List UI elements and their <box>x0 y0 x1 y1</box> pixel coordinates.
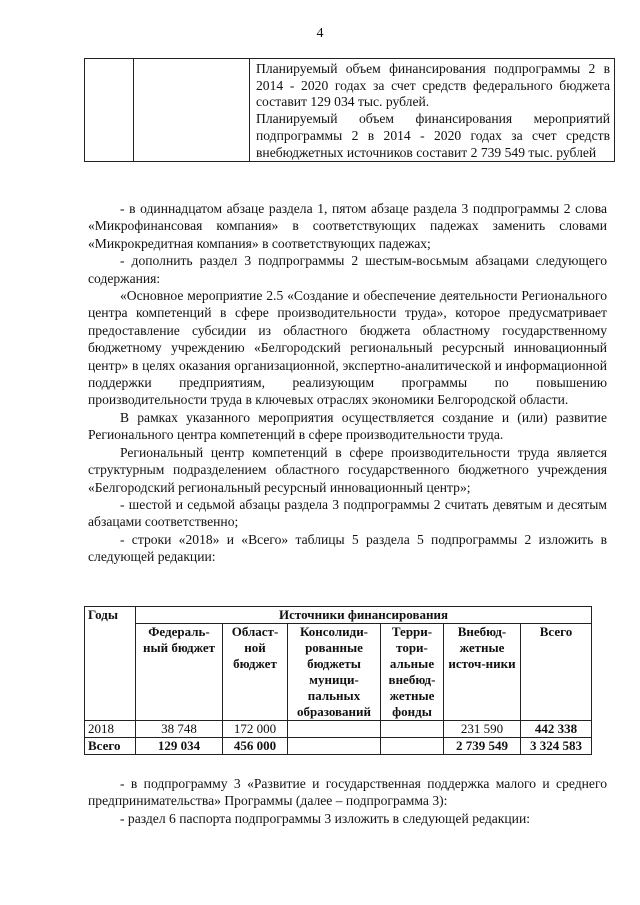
sources-header: Источники финансирования <box>136 607 592 624</box>
paragraph: - шестой и седьмой абзацы раздела 3 подпрограммы 2 считать девятым и десятым абзацами соответственно; <box>88 496 607 530</box>
table-row <box>85 738 592 755</box>
column-header: Всего <box>521 624 592 721</box>
table-row <box>85 721 592 738</box>
paragraph: - дополнить раздел 3 подпрограммы 2 шестым-восьмым абзацами следующего содержания: <box>88 253 607 286</box>
value-cell <box>288 738 381 755</box>
paragraph: В рамках указанного мероприятия осуществляется создание и (или) развитие Регионального центра компетенций в сфере производительности труда. <box>88 409 607 443</box>
paragraph: - строки «2018» и «Всего» таблицы 5 раздела 5 подпрограммы 2 изложить в следующей редакции: <box>88 531 607 565</box>
year-cell: 2018 <box>85 721 136 738</box>
passport-cell-number <box>85 59 134 162</box>
body-text <box>88 200 607 566</box>
paragraph: Региональный центр компетенций в сфере производительности труда является структурным подразделением областного государственного бюджетного учреждения «Белгородский региональный ресурсный инновационный центр»; <box>88 444 607 495</box>
column-header: Федераль-ный бюджет <box>136 624 223 721</box>
passport-paragraph-federal: Планируемый объем финансирования подпрограммы 2 в 2014 - 2020 годах за счет средств федерального бюджета составит 129 034 тыс. рублей. <box>256 61 610 110</box>
paragraph: - в одиннадцатом абзаце раздела 1, пятом абзаце раздела 3 подпрограммы 2 слова «Микрофинансовая компания» в соответствующих падежах заменить словами «Микрокредитная компания» в соответствующих падежах; <box>88 201 607 251</box>
years-header: Годы <box>85 607 136 721</box>
total-cell: 3 324 583 <box>521 738 592 755</box>
value-cell <box>381 738 444 755</box>
passport-cell-content <box>250 59 615 162</box>
total-cell: 442 338 <box>521 721 592 738</box>
financing-table <box>84 606 592 755</box>
value-cell: 129 034 <box>136 738 223 755</box>
paragraph: «Основное мероприятие 2.5 «Создание и обеспечение деятельности Регионального центра компетенций в сфере производительности труда», которое предусматривает предоставление субсидии из областного бюджета областному государственному бюджетному учреждению «Белгородский региональный ресурсный инновационный центр» в целях оказания организационной, экспертно-аналитической и информационной поддержки предприятиям, реализующим программы по повышению производительности труда в ключевых отраслях экономики Белгородской области. <box>88 288 607 408</box>
page-number: 4 <box>316 26 324 41</box>
paragraph: - в подпрограмму 3 «Развитие и государственная поддержка малого и среднего предпринимательства» Программы (далее – подпрограмма 3): <box>88 776 607 809</box>
column-header: Област-ной бюджет <box>223 624 288 721</box>
passport-table <box>84 58 615 162</box>
passport-paragraph-extrabudget: Планируемый объем финансирования мероприятий подпрограммы 2 в 2014 - 2020 годах за счет средств внебюджетных источников составит 2 739 549 тыс. рублей <box>256 111 610 160</box>
passport-cell-label <box>134 59 250 162</box>
value-cell: 2 739 549 <box>444 738 521 755</box>
value-cell: 231 590 <box>444 721 521 738</box>
value-cell <box>288 721 381 738</box>
column-header: Консолиди-рованные бюджеты муници-пальных образований <box>288 624 381 721</box>
value-cell: 172 000 <box>223 721 288 738</box>
value-cell <box>381 721 444 738</box>
column-header: Терри-тори-альные внебюд-жетные фонды <box>381 624 444 721</box>
value-cell: 38 748 <box>136 721 223 738</box>
body-text-continued <box>88 775 607 827</box>
column-header: Внебюд-жетные источ-ники <box>444 624 521 721</box>
year-cell: Всего <box>85 738 136 755</box>
paragraph: - раздел 6 паспорта подпрограммы 3 изложить в следующей редакции: <box>120 810 531 826</box>
value-cell: 456 000 <box>223 738 288 755</box>
